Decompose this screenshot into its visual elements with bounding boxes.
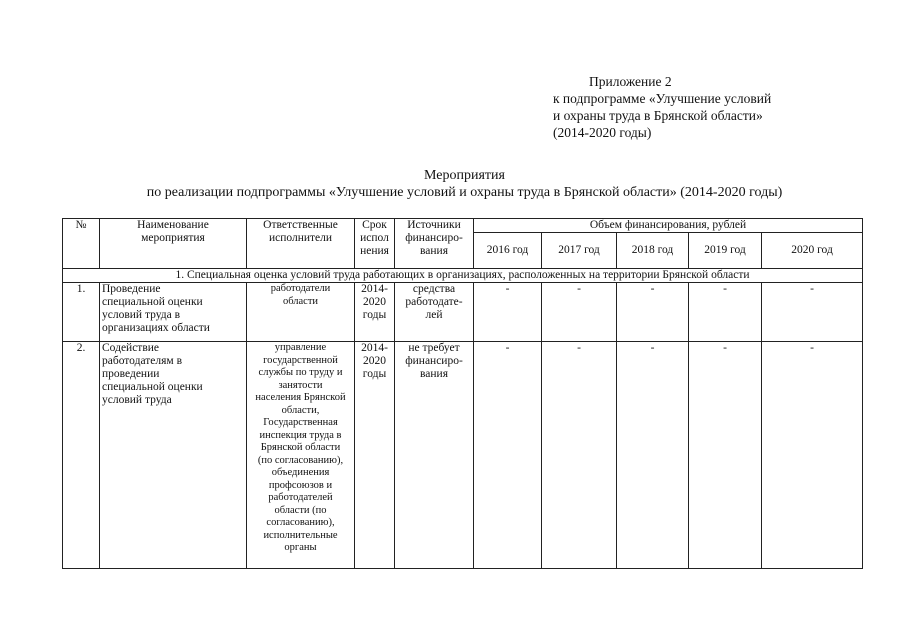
header-name <box>100 219 247 269</box>
row-sources-line: финансиро- <box>405 355 463 367</box>
row-sources-line: вания <box>420 368 448 380</box>
row-value-2016: - <box>474 283 542 342</box>
header-name-line: мероприятия <box>141 232 205 244</box>
row-responsible-line: инспекция труда в <box>259 429 342 441</box>
row-value-2017: - <box>542 283 617 342</box>
row-value-2018: - <box>617 283 689 342</box>
row-responsible <box>247 283 355 342</box>
header-year: 2017 год <box>542 233 617 269</box>
row-number: 2. <box>63 342 100 569</box>
header-year: 2016 год <box>474 233 542 269</box>
header-responsible <box>247 219 355 269</box>
row-sources <box>395 342 474 569</box>
row-name-line: проведении <box>102 368 160 380</box>
row-value-2018: - <box>617 342 689 569</box>
activities-table <box>62 218 863 569</box>
row-responsible-line: Государственная <box>263 417 338 428</box>
row-responsible-line: органы <box>284 542 317 553</box>
appendix-line-1: Приложение 2 <box>589 74 672 89</box>
row-sources-line: работодате- <box>405 296 463 308</box>
document-subtitle: по реализации подпрограммы «Улучшение условий и охраны труда в Брянской области» (2014-2020 годы) <box>146 185 783 200</box>
table-row <box>63 342 863 569</box>
row-responsible-line: (по согласованию), <box>257 454 344 466</box>
row-responsible-line: согласованию), <box>266 517 335 528</box>
row-responsible-line: государственной <box>263 354 338 366</box>
row-responsible-line: работодателей <box>268 492 333 503</box>
appendix-line-2: к подпрограмме «Улучшение условий <box>553 91 772 106</box>
row-term-line: 2020 <box>363 296 386 308</box>
row-term-line: 2014- <box>361 283 388 295</box>
header-responsible-line: исполнители <box>268 232 333 244</box>
section-title: 1. Специальная оценка условий труда работающих в организациях, расположенных на территории Брянской области <box>63 269 863 283</box>
row-value-2016: - <box>474 342 542 569</box>
header-sources-line: финансиро- <box>405 232 463 244</box>
row-value-2019: - <box>689 342 762 569</box>
row-responsible-line: области <box>282 295 319 307</box>
header-term-line: испол <box>360 232 389 244</box>
table-row <box>63 283 863 342</box>
row-sources-line: средства <box>412 283 456 295</box>
row-responsible-line: службы по труду и <box>258 367 343 378</box>
document-title: Мероприятия <box>424 168 505 183</box>
row-name-line: специальной оценки <box>102 381 203 393</box>
row-term-line: годы <box>362 368 387 380</box>
row-responsible-line: работодатели <box>270 283 331 294</box>
row-name-line: организациях области <box>102 322 210 334</box>
header-funding: Объем финансирования, рублей <box>474 219 863 233</box>
row-sources <box>395 283 474 342</box>
header-year: 2020 год <box>762 233 863 269</box>
row-responsible-line: области (по <box>274 504 327 516</box>
header-sources <box>395 219 474 269</box>
row-sources-line: не требует <box>408 342 460 354</box>
row-term-line: годы <box>362 309 387 321</box>
header-name-line: Наименование <box>137 219 209 231</box>
row-name-line: условий труда <box>102 394 172 406</box>
row-value-2017: - <box>542 342 617 569</box>
row-name-line: работодателям в <box>102 355 182 367</box>
row-value-2019: - <box>689 283 762 342</box>
row-responsible-line: области, <box>281 404 320 416</box>
row-name-line: Проведение <box>102 283 161 295</box>
header-responsible-line: Ответственные <box>263 219 338 231</box>
row-term <box>355 283 395 342</box>
row-number: 1. <box>63 283 100 342</box>
header-term <box>355 219 395 269</box>
row-responsible-line: профсоюзов и <box>268 479 333 491</box>
header-term-line: Срок <box>362 219 387 231</box>
header-number <box>63 219 100 269</box>
section-row <box>63 269 863 283</box>
row-term-line: 2020 <box>363 355 386 367</box>
appendix-line-4: (2014-2020 годы) <box>553 125 652 140</box>
row-name <box>100 342 247 569</box>
row-value-2020: - <box>762 342 863 569</box>
row-term-line: 2014- <box>361 342 388 354</box>
table-header-row <box>63 219 863 233</box>
row-responsible-line: исполнительные <box>263 529 338 541</box>
header-year: 2018 год <box>617 233 689 269</box>
row-name-line: специальной оценки <box>102 296 203 308</box>
row-sources-line: лей <box>425 309 443 321</box>
header-sources-line: Источники <box>407 219 461 231</box>
header-number-label: № <box>75 219 87 231</box>
header-sources-line: вания <box>420 245 448 257</box>
row-responsible-line: объединения <box>271 467 330 478</box>
row-responsible-line: Брянской области <box>260 442 341 453</box>
row-name-line: Содействие <box>102 342 160 354</box>
header-term-line: нения <box>360 245 389 257</box>
row-value-2020: - <box>762 283 863 342</box>
row-name-line: условий труда в <box>102 309 181 321</box>
row-term <box>355 342 395 569</box>
row-name <box>100 283 247 342</box>
row-responsible-line: населения Брянской <box>255 392 346 403</box>
appendix-note <box>553 73 771 141</box>
row-responsible-line: управление <box>274 342 327 353</box>
appendix-line-3: и охраны труда в Брянской области» <box>553 108 763 123</box>
row-responsible-line: занятости <box>278 379 323 391</box>
row-responsible <box>247 342 355 569</box>
header-year: 2019 год <box>689 233 762 269</box>
